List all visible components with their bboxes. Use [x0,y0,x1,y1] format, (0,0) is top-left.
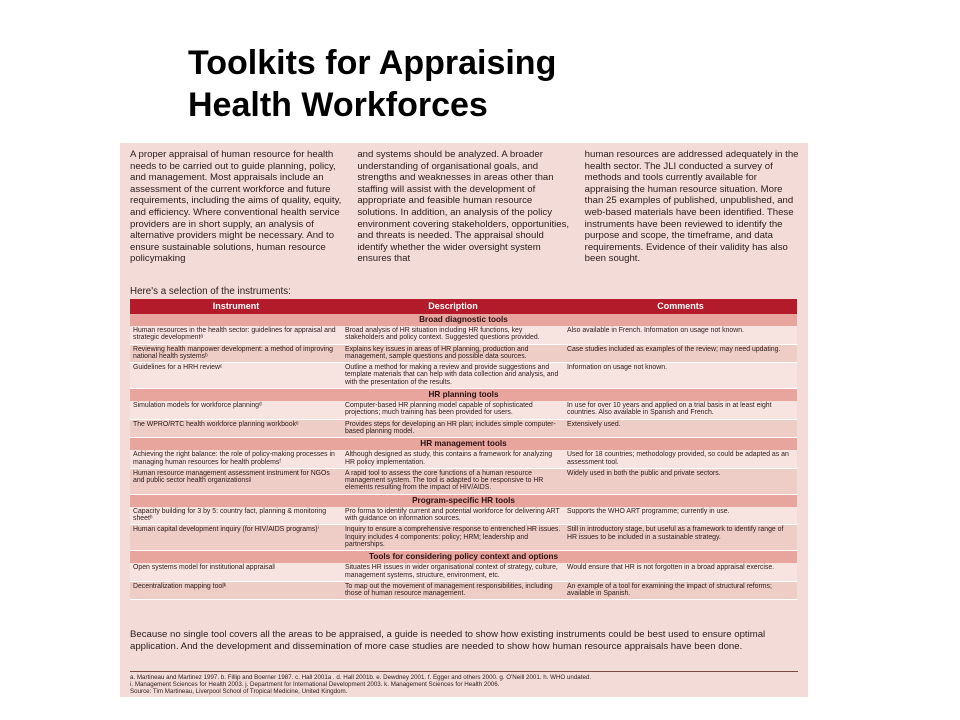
table-row [130,344,797,363]
cell-instrument: Human resource management assessment instrument for NGOs and public sector health organizationsᵍ [130,468,342,494]
section-row [130,438,797,451]
cell-instrument: Human resources in the health sector: guidelines for appraisal and strategic developmentᵃ [130,326,342,344]
table-row [130,468,797,494]
header-instrument: Instrument [130,299,342,314]
cell-description: Provides steps for developing an HR plan; includes simple computer-based planning model. [342,419,564,438]
header-description: Description [342,299,564,314]
table-row [130,450,797,468]
cell-comments: An example of a tool for examining the impact of structural reforms; available in Spanish. [564,581,797,600]
cell-description: Inquiry to ensure a comprehensive response to entrenched HR issues. Inquiry includes 4 components: policy; HRM; leadership and partnerships. [342,525,564,551]
instruments-lead: Here's a selection of the instruments: [130,286,291,297]
cell-instrument: Simulation models for workforce planningᵈ [130,401,342,419]
table-row [130,326,797,344]
cell-comments: Used for 18 countries; methodology provided, so could be adapted as an assessment tool. [564,450,797,468]
cell-comments: Information on usage not known. [564,363,797,389]
cell-instrument: The WPRO/RTC health workforce planning workbookᵉ [130,419,342,438]
table-row [130,563,797,581]
table-header-row [130,299,797,314]
intro-text-1: A proper appraisal of human resource for health needs to be carried out to guide planning, policy, and management. Most appraisals include an assessment of the current workforce and future requirements, including the aims of quality, equity, and efficiency. Where conventional health service providers are in short supply, an analysis of alternative providers might be necessary. And to ensure sustainable solutions, human resource policymaking [130,149,342,265]
cell-instrument: Capacity building for 3 by 5: country fact, planning & monitoring sheetʰ [130,507,342,525]
cell-instrument: Human capital development inquiry (for HIV/AIDS programs)ⁱ [130,525,342,551]
cell-description: To map out the movement of management responsibilities, including those of human resource management. [342,581,564,600]
cell-description: A rapid tool to assess the core functions of a human resource management system. The tool is adapted to be responsive to HR elements resulting from the impact of HIV/AIDS. [342,468,564,494]
intro-text-2: and systems should be analyzed. A broader understanding of organisational goals, and strengths and weaknesses in areas other than staffing will assist with the development of appropriate and feasible human resource solutions. In addition, an analysis of the policy environment covering stakeholders, opportunities, and threats is needed. The appraisal should identify whether the wider oversight system ensures that [357,149,570,265]
closing-text: Because no single tool covers all the areas to be appraised, a guide is needed to show how existing instruments could be best used to ensure optimal application. And the development and dissemination of more case studies are needed to show how human resource appraisals have been done. [130,629,766,652]
cell-comments: Extensively used. [564,419,797,438]
toolkit-panel [120,143,808,697]
cell-comments: In use for over 10 years and applied on a trial basis in at least eight countries. Also available in Spanish and French. [564,401,797,419]
cell-comments: Case studies included as examples of the review; may need updating. [564,344,797,363]
section-title: HR planning tools [130,389,797,402]
cell-instrument: Decentralization mapping toolᵏ [130,581,342,600]
section-row [130,494,797,507]
table-row [130,507,797,525]
cell-comments: Still in introductory stage, but useful as a framework to identify range of HR issues to be included in a sustainable strategy. [564,525,797,551]
section-row [130,314,797,326]
table-row [130,363,797,389]
cell-description: Outline a method for making a review and provide suggestions and template materials that can help with data collection and analysis, and with the presentation of the results. [342,363,564,389]
instruments-table [130,299,797,600]
slide-title-line-1: Toolkits for Appraising [188,44,557,82]
cell-description: Broad analysis of HR situation including HR functions, key stakeholders and policy context. Suggested questions provided. [342,326,564,344]
references-line-2: i. Management Sciences for Health 2003. j. Department for International Development 2003. k. Management Sciences for Health 2006. [130,681,500,688]
intro-text-3: human resources are addressed adequately in the health sector. The JLI conducted a survey of methods and tools currently available for appraising the human resource situation. More than 25 examples of published, unpublished, and web-based materials have been identified. These instruments have been reviewed to identify the purpose and scope, the timeframe, and data requirements. Evidence of their validity has also been sought. [584,149,799,265]
cell-description: Pro forma to identify current and potential workforce for delivering ART with guidance on information sources. [342,507,564,525]
cell-comments: Supports the WHO ART programme; currently in use. [564,507,797,525]
section-row [130,551,797,564]
cell-comments: Widely used in both the public and private sectors. [564,468,797,494]
section-title: Broad diagnostic tools [130,314,797,326]
table-row [130,525,797,551]
section-title: Tools for considering policy context and options [130,551,797,564]
header-comments: Comments [564,299,797,314]
references-divider [130,671,798,672]
references-line-1: a. Martineau and Martinez 1997. b. Fillip and Boerner 1987. c. Hall 2001a . d. Hall 2001b. e. Dewdney 2001. f. Egger and others 2000. g. O'Neill 2001. h. WHO undated. [130,674,592,681]
cell-instrument: Reviewing health manpower development: a method of improving national health systemsᵇ [130,344,342,363]
intro-column-1 [130,149,347,265]
section-title: HR management tools [130,438,797,451]
cell-description: Computer-based HR planning model capable of sophisticated projections; much training has been provided for users. [342,401,564,419]
references [130,674,800,695]
table-row [130,419,797,438]
references-source: Source: Tim Martineau, Liverpool School of Tropical Medicine, United Kingdom. [130,688,348,695]
closing-paragraph [130,629,800,652]
cell-comments: Would ensure that HR is not forgotten in a broad appraisal exercise. [564,563,797,581]
section-row [130,389,797,402]
slide-title-line-2: Health Workforces [188,86,488,124]
intro-column-2 [357,149,574,265]
cell-instrument: Achieving the right balance: the role of policy-making processes in managing human resources for health problemsᶠ [130,450,342,468]
slide-title [188,42,556,126]
intro-columns [130,149,802,265]
cell-instrument: Open systems model for institutional appraisalʲ [130,563,342,581]
section-title: Program-specific HR tools [130,494,797,507]
intro-column-3 [585,149,802,265]
cell-comments: Also available in French. Information on usage not known. [564,326,797,344]
table-row [130,581,797,600]
cell-description: Although designed as study, this contains a framework for analyzing HR policy implementation. [342,450,564,468]
table-row [130,401,797,419]
cell-description: Situates HR issues in wider organisational context of strategy, culture, management systems, structure, environment, etc. [342,563,564,581]
cell-instrument: Guidelines for a HRH reviewᶜ [130,363,342,389]
cell-description: Explains key issues in areas of HR planning, production and management, sample questions and possible data sources. [342,344,564,363]
